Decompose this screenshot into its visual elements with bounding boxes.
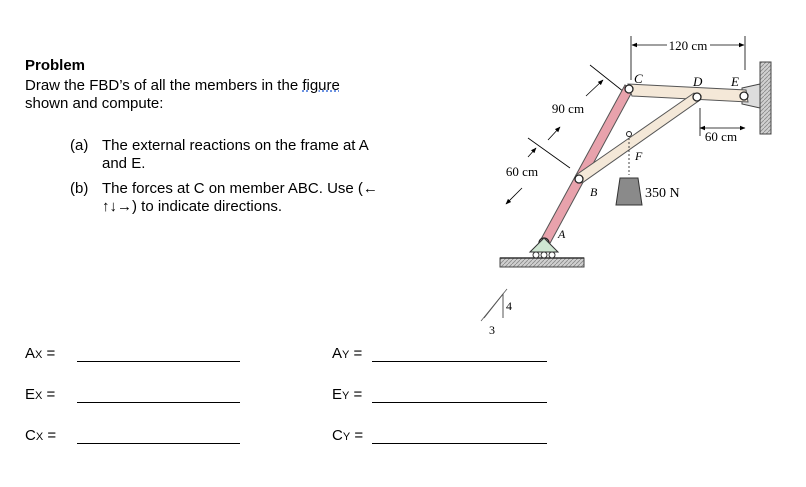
roller-2	[541, 252, 547, 258]
task-a-line1: The external reactions on the frame at A	[102, 137, 369, 154]
answer-ax	[25, 345, 55, 365]
dim-lower-arrow-top	[528, 148, 536, 157]
answer-ax-blank[interactable]	[77, 361, 240, 362]
task-b	[70, 180, 430, 216]
member-bd	[576, 93, 700, 183]
label-d: D	[693, 74, 703, 89]
dim-upper-label: 90 cm	[551, 101, 585, 116]
task-a-line2: and E.	[102, 155, 146, 172]
wall-support	[760, 62, 771, 134]
label-f: F	[635, 149, 643, 163]
dim-lower-arrow	[506, 188, 522, 204]
task-b-line2: ↑↓→) to indicate directions.	[102, 198, 283, 215]
dim-right-label: 60 cm	[704, 129, 738, 144]
answer-ey	[332, 386, 362, 406]
answer-ay	[332, 345, 362, 365]
answer-ex	[25, 386, 55, 406]
task-a	[70, 137, 430, 173]
problem-text-end: shown and compute:	[25, 95, 164, 112]
pin-b	[575, 175, 583, 183]
problem-text-start: Draw the FBD’s of all the members in the	[25, 77, 303, 94]
answer-cx	[25, 427, 56, 447]
slope-run: 3	[489, 323, 495, 337]
answer-ax-label: AX =	[25, 345, 56, 362]
label-e: E	[731, 74, 739, 89]
answer-ay-blank[interactable]	[372, 361, 547, 362]
answer-ex-blank[interactable]	[77, 402, 240, 403]
answer-cy-label: CY =	[332, 427, 364, 444]
task-a-label: (a)	[70, 137, 89, 154]
answer-cy-blank[interactable]	[372, 443, 547, 444]
dim-upper-arrow-bottom	[548, 127, 560, 140]
label-b: B	[590, 185, 598, 199]
answer-cx-blank[interactable]	[77, 443, 240, 444]
roller-3	[549, 252, 555, 258]
roller-1	[533, 252, 539, 258]
answer-cx-label: CX =	[25, 427, 57, 444]
answer-ey-label: EY =	[332, 386, 363, 403]
ground-support	[500, 258, 584, 267]
label-c: C	[634, 71, 643, 86]
dim-top-label: 120 cm	[668, 38, 708, 53]
pin-support-a	[530, 238, 558, 252]
pin-c	[625, 85, 633, 93]
slope-rise: 4	[506, 299, 512, 313]
answer-ex-label: EX =	[25, 386, 56, 403]
pin-e	[740, 92, 748, 100]
dim-upper-arrow-top	[586, 80, 603, 96]
frame-figure	[455, 30, 790, 345]
problem-heading: Problem	[25, 57, 86, 74]
answer-cy	[332, 427, 363, 447]
task-b-label: (b)	[70, 180, 89, 197]
label-a: A	[558, 227, 566, 241]
answer-ay-label: AY =	[332, 345, 363, 362]
pin-d	[693, 93, 701, 101]
load-label: 350 N	[645, 186, 680, 201]
problem-statement	[25, 77, 405, 113]
weight-block	[616, 178, 642, 205]
dim-lower-label: 60 cm	[505, 164, 539, 179]
answer-ey-blank[interactable]	[372, 402, 547, 403]
pin-f	[627, 132, 632, 137]
figure-link[interactable]: figure	[302, 77, 340, 94]
task-b-line1: The forces at C on member ABC. Use (←	[102, 180, 378, 197]
